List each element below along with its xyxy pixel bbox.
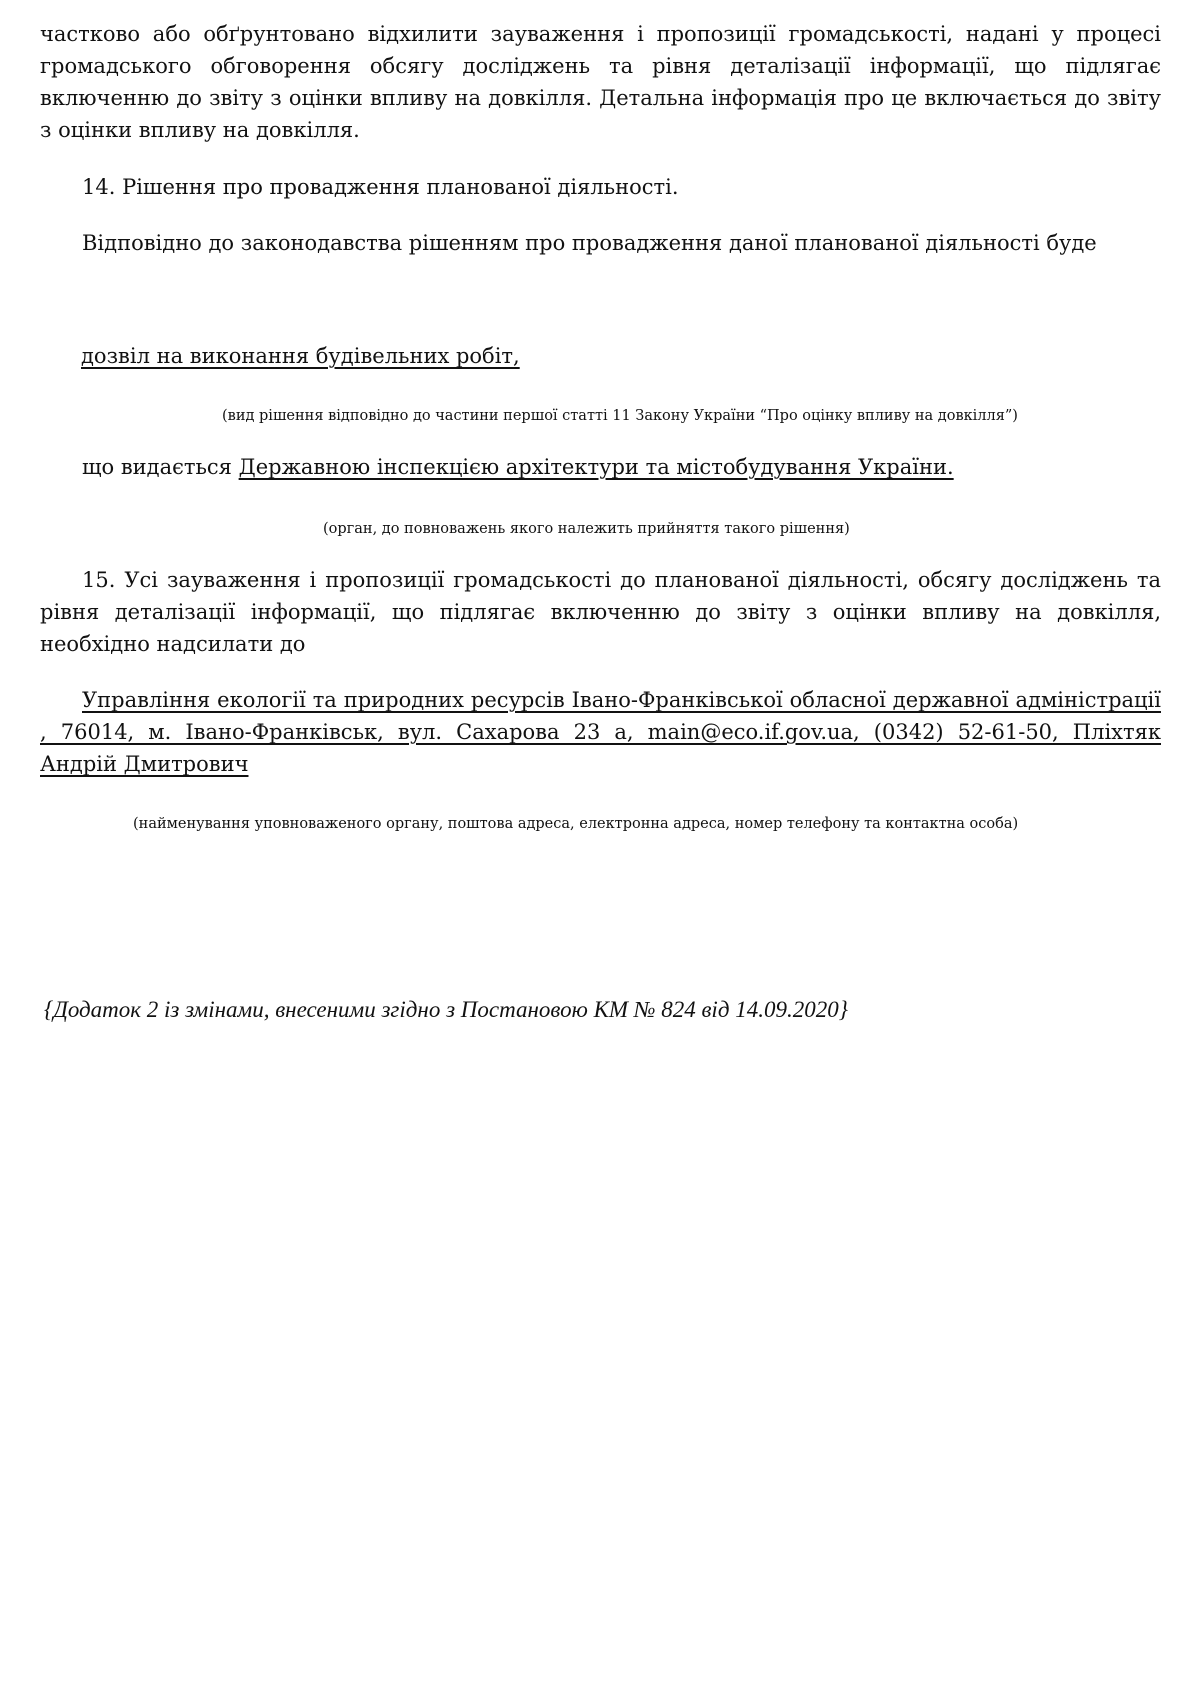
continuation-paragraph: частково або обґрунтовано відхилити зауваження і пропозиції громадськості, надані у процесі громадського обговорення обсягу досліджень та рівня деталізації інформації, що підлягає включенню до звіту з оцінки впливу на довкілля. Детальна інформація про це включається до звіту з оцінки впливу на довкілля. — [40, 22, 1161, 142]
issuer-line — [82, 451, 954, 483]
contact-caption: (найменування уповноваженого органу, поштова адреса, електронна адреса, номер телефону та контактна особа) — [133, 816, 1019, 832]
amendment-footnote: {Додаток 2 із змінами, внесеними згідно з Постановою КМ № 824 від 14.09.2020} — [44, 997, 848, 1022]
issuer-caption: (орган, до повноважень якого належить прийняття такого рішення) — [323, 521, 850, 537]
contact-info: Управління екології та природних ресурсів Івано-Франківської обласної державної адміністрації , 76014, м. Івано-Франківськ, вул. Сахарова 23 а, main@eco.if.gov.ua, (0342) 52-61-50, Пліхтяк Андрій Дмитрович — [40, 688, 1161, 776]
issuer-value: Державною інспекцією архітектури та містобудування України. — [238, 455, 954, 479]
section-14-heading: 14. Рішення про провадження планованої діяльності. — [82, 175, 679, 199]
section-15-paragraph: 15. Усі зауваження і пропозиції громадськості до планованої діяльності, обсягу досліджень та рівня деталізації інформації, що підлягає включенню до звіту з оцінки впливу на довкілля, необхідно надсилати до — [40, 568, 1161, 656]
decision-type-value: дозвіл на виконання будівельних робіт, — [81, 344, 520, 368]
decision-type-caption: (вид рішення відповідно до частини першої статті 11 Закону України “Про оцінку впливу на довкілля”) — [222, 408, 1018, 424]
section-14-intro: Відповідно до законодавства рішенням про провадження даної планованої діяльності буде — [82, 231, 1097, 255]
issuer-prefix: що видається — [82, 455, 232, 479]
